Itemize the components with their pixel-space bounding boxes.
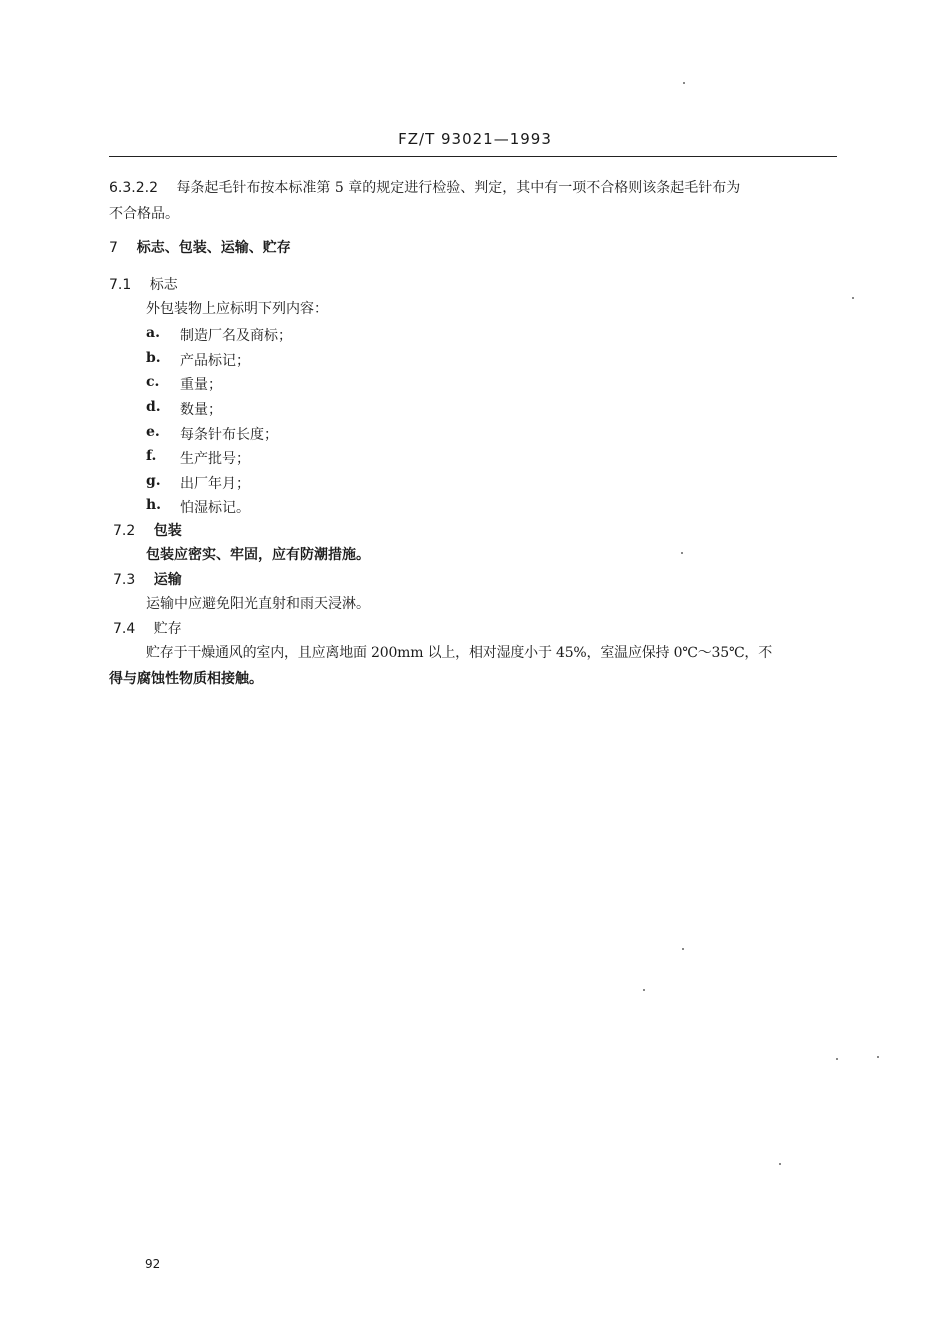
subsection-7-4-text-line2: 得与腐蚀性物质相接触。 <box>109 671 263 687</box>
clause-number: 6.3.2.2 <box>109 180 158 196</box>
list-item-text: 产品标记； <box>180 353 250 369</box>
scan-speck <box>683 82 685 84</box>
list-item-letter: b. <box>146 350 161 366</box>
list-item-letter: e. <box>146 424 160 440</box>
clause-6-3-2-2-line2: 不合格品。 <box>109 206 179 222</box>
subsection-7-4-heading <box>113 620 182 638</box>
page-number: 92 <box>145 1257 161 1271</box>
scan-speck <box>852 297 854 299</box>
subsection-7-3-heading <box>113 571 182 589</box>
subsection-7-2-text: 包装应密实、牢固，应有防潮措施。 <box>146 547 370 563</box>
subsection-title: 包装 <box>153 523 182 539</box>
clause-text: 每条起毛针布按本标准第 5 章的规定进行检验、判定，其中有一项不合格则该条起毛针布为 <box>176 180 741 196</box>
scan-speck <box>682 948 684 950</box>
subsection-number: 7.2 <box>113 523 136 539</box>
document-header: FZ/T 93021—1993 <box>398 130 552 148</box>
list-item-letter: a. <box>146 325 160 341</box>
scan-speck <box>877 1056 879 1058</box>
header-rule <box>109 156 837 157</box>
subsection-title: 标志 <box>149 277 178 293</box>
scan-speck <box>681 552 683 554</box>
section-7-heading <box>109 239 291 257</box>
section-number: 7 <box>109 240 118 256</box>
subsection-7-1-heading <box>109 276 178 294</box>
subsection-number: 7.3 <box>113 572 136 588</box>
list-item-letter: g. <box>146 473 161 489</box>
list-item-letter: h. <box>146 497 162 513</box>
subsection-title: 贮存 <box>153 621 182 637</box>
subsection-number: 7.1 <box>109 277 132 293</box>
subsection-7-3-text: 运输中应避免阳光直射和雨天浸淋。 <box>146 596 370 612</box>
subsection-7-1-intro: 外包装物上应标明下列内容： <box>146 301 328 317</box>
subsection-title: 运输 <box>153 572 182 588</box>
scan-speck <box>779 1163 781 1165</box>
subsection-number: 7.4 <box>113 621 136 637</box>
list-item-text: 每条针布长度； <box>180 427 278 443</box>
list-item-text: 怕湿标记。 <box>180 500 250 516</box>
scan-speck <box>836 1058 838 1060</box>
list-item-letter: c. <box>146 374 160 390</box>
clause-6-3-2-2-line1 <box>109 179 740 197</box>
list-item-letter: d. <box>146 399 161 415</box>
section-title: 标志、包装、运输、贮存 <box>136 240 291 256</box>
list-item-text: 制造厂名及商标； <box>180 328 292 344</box>
list-item-letter: f. <box>146 448 157 464</box>
list-item-text: 生产批号； <box>180 451 250 467</box>
list-item-text: 数量； <box>180 402 222 418</box>
list-item-text: 重量； <box>180 377 222 393</box>
subsection-7-4-text-line1: 贮存于干燥通风的室内，且应离地面 200mm 以上，相对湿度小于 45%，室温应保持 0℃～35℃，不 <box>146 645 773 661</box>
list-item-text: 出厂年月； <box>180 476 250 492</box>
scan-speck <box>643 989 645 991</box>
subsection-7-2-heading <box>113 522 182 540</box>
